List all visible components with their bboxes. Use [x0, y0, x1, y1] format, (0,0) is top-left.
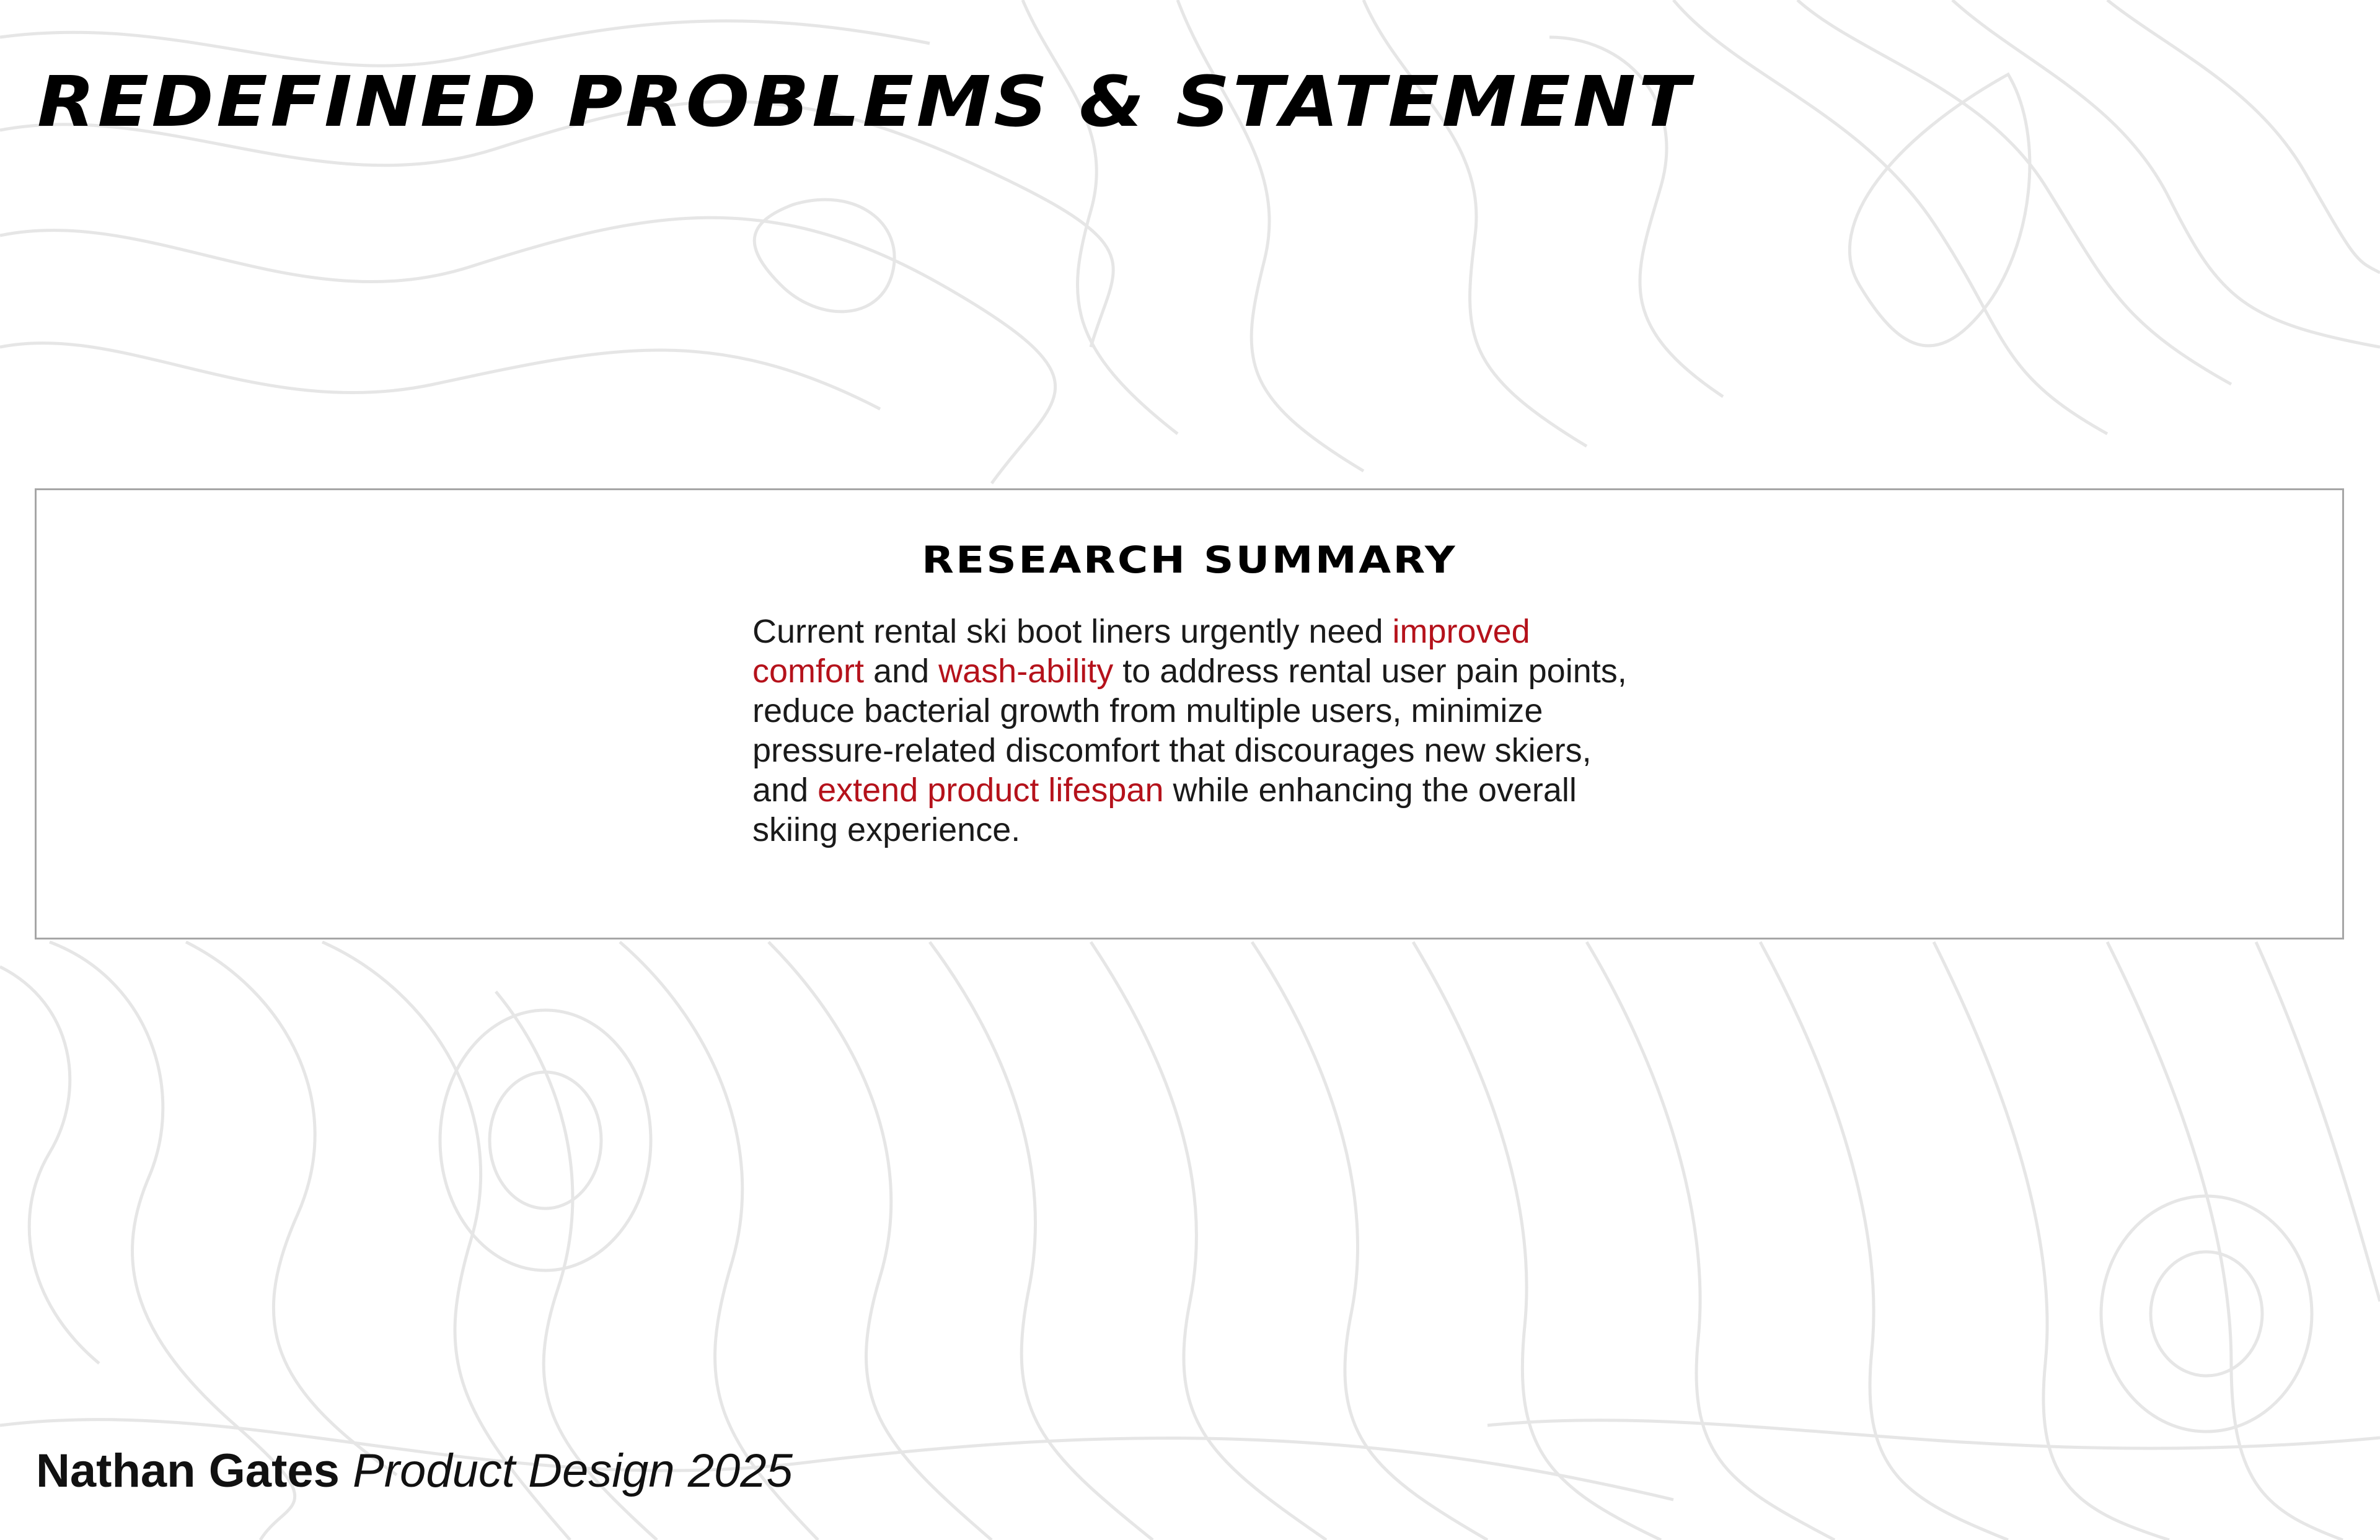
summary-text-segment: while enhancing the overall skiing experience.: [752, 772, 1577, 848]
course-label: Product Design 2025: [353, 1445, 793, 1497]
research-summary-text: [752, 612, 1639, 850]
highlight-improved-comfort: improved comfort: [752, 613, 1530, 690]
highlight-wash-ability: wash-ability: [938, 653, 1114, 690]
page-title: REDEFINED PROBLEMS & STATEMENT: [37, 62, 1693, 143]
summary-text-segment: Current rental ski boot liners urgently need: [752, 613, 1393, 650]
research-summary-heading: RESEARCH SUMMARY: [922, 539, 1457, 582]
footer-credit: [36, 1444, 793, 1498]
highlight-extend-product-lifespan: extend product lifespan: [818, 772, 1164, 809]
summary-text-segment: to address rental user pain points, reduce bacterial growth from multiple users, minimize pressure-related discomfort that discourages new skiers, and: [752, 653, 1627, 809]
author-name: Nathan Gates: [36, 1445, 340, 1497]
summary-text-segment: and: [864, 653, 939, 690]
research-summary-card: [35, 488, 2344, 939]
